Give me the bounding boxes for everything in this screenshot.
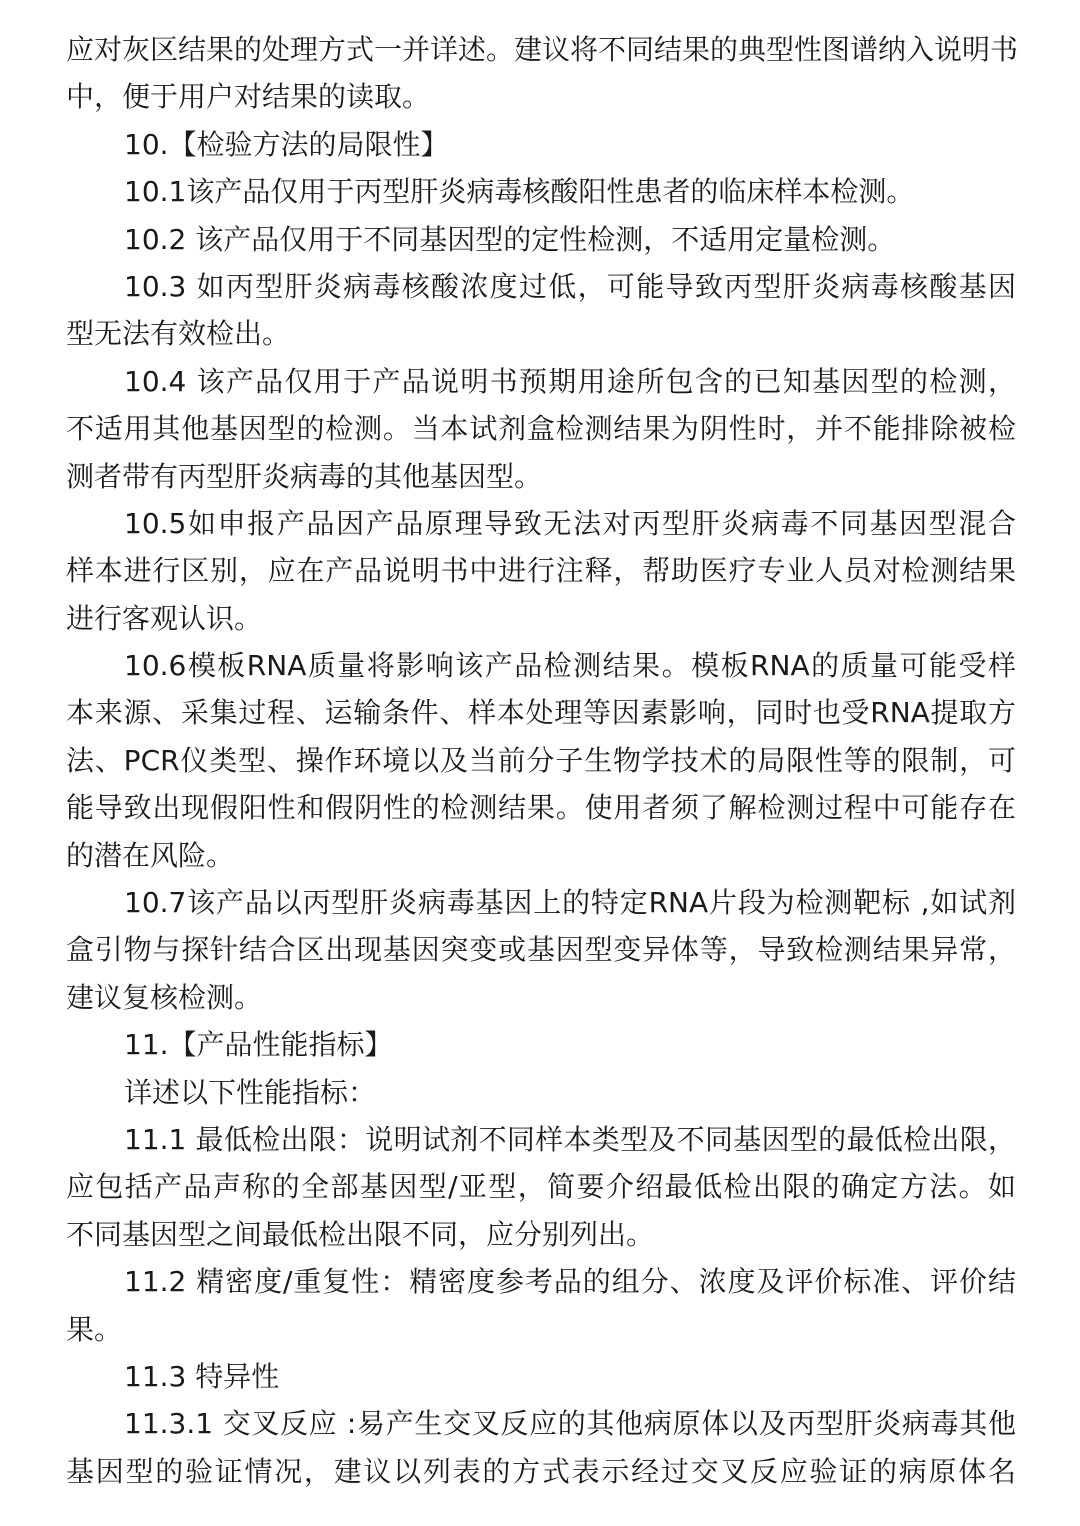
text-line: 法、PCR仪类型、操作环境以及当前分子生物学技术的局限性等的限制，可 bbox=[66, 743, 1016, 777]
text-line: 10.6模板RNA质量将影响该产品检测结果。模板RNA的质量可能受样 bbox=[124, 649, 1016, 683]
text-line: 的潜在风险。 bbox=[66, 838, 235, 872]
text-line: 应对灰区结果的处理方式一并详述。建议将不同结果的典型性图谱纳入说明书 bbox=[66, 33, 1019, 66]
text-line: 10.3 如丙型肝炎病毒核酸浓度过低，可能导致丙型肝炎病毒核酸基因 bbox=[124, 269, 1016, 303]
text-line: 能导致出现假阳性和假阴性的检测结果。使用者须了解检测过程中可能存在 bbox=[66, 791, 1016, 825]
text-line: 详述以下性能指标： bbox=[124, 1075, 377, 1109]
text-line: 建议复核检测。 bbox=[66, 980, 263, 1014]
text-line: 10.2 该产品仅用于不同基因型的定性检测，不适用定量检测。 bbox=[124, 222, 896, 256]
text-line: 基因型的验证情况，建议以列表的方式表示经过交叉反应验证的病原体名 bbox=[66, 1454, 1016, 1488]
text-line: 不适用其他基因型的检测。当本试剂盒检测结果为阴性时，并不能排除被检 bbox=[66, 412, 1016, 446]
text-line: 测者带有丙型肝炎病毒的其他基因型。 bbox=[66, 459, 543, 493]
text-line: 果。 bbox=[66, 1312, 123, 1346]
text-line: 型无法有效检出。 bbox=[66, 317, 291, 351]
text-line: 样本进行区别，应在产品说明书中进行注释，帮助医疗专业人员对检测结果 bbox=[66, 554, 1016, 588]
text-line: 11.2 精密度/重复性：精密度参考品的组分、浓度及评价标准、评价结 bbox=[124, 1265, 1016, 1299]
text-line: 10.【检验方法的局限性】 bbox=[124, 127, 449, 161]
text-line: 10.7该产品以丙型肝炎病毒基因上的特定RNA片段为检测靶标 ,如试剂 bbox=[124, 886, 1016, 920]
text-line: 不同基因型之间最低检出限不同，应分别列出。 bbox=[66, 1217, 655, 1251]
text-line: 10.1该产品仅用于丙型肝炎病毒核酸阳性患者的临床样本检测。 bbox=[124, 175, 915, 209]
text-line: 11.3 特异性 bbox=[124, 1359, 280, 1393]
text-line: 11.3.1 交叉反应 :易产生交叉反应的其他病原体以及丙型肝炎病毒其他 bbox=[124, 1407, 1016, 1441]
text-line: 10.4 该产品仅用于产品说明书预期用途所包含的已知基因型的检测， bbox=[124, 364, 1016, 398]
document-page bbox=[66, 26, 1019, 1495]
text-line: 10.5如申报产品因产品原理导致无法对丙型肝炎病毒不同基因型混合 bbox=[124, 506, 1016, 540]
text-line: 11.1 最低检出限：说明试剂不同样本类型及不同基因型的最低检出限， bbox=[124, 1122, 1016, 1156]
text-line: 应包括产品声称的全部基因型/亚型，简要介绍最低检出限的确定方法。如 bbox=[66, 1170, 1016, 1204]
text-line: 11.【产品性能指标】 bbox=[124, 1028, 393, 1062]
text-line: 盒引物与探针结合区出现基因突变或基因型变异体等，导致检测结果异常， bbox=[66, 933, 1016, 967]
text-line: 中，便于用户对结果的读取。 bbox=[66, 80, 431, 114]
text-line: 进行客观认识。 bbox=[66, 601, 263, 635]
text-line: 本来源、采集过程、运输条件、样本处理等因素影响，同时也受RNA提取方 bbox=[66, 696, 1016, 730]
